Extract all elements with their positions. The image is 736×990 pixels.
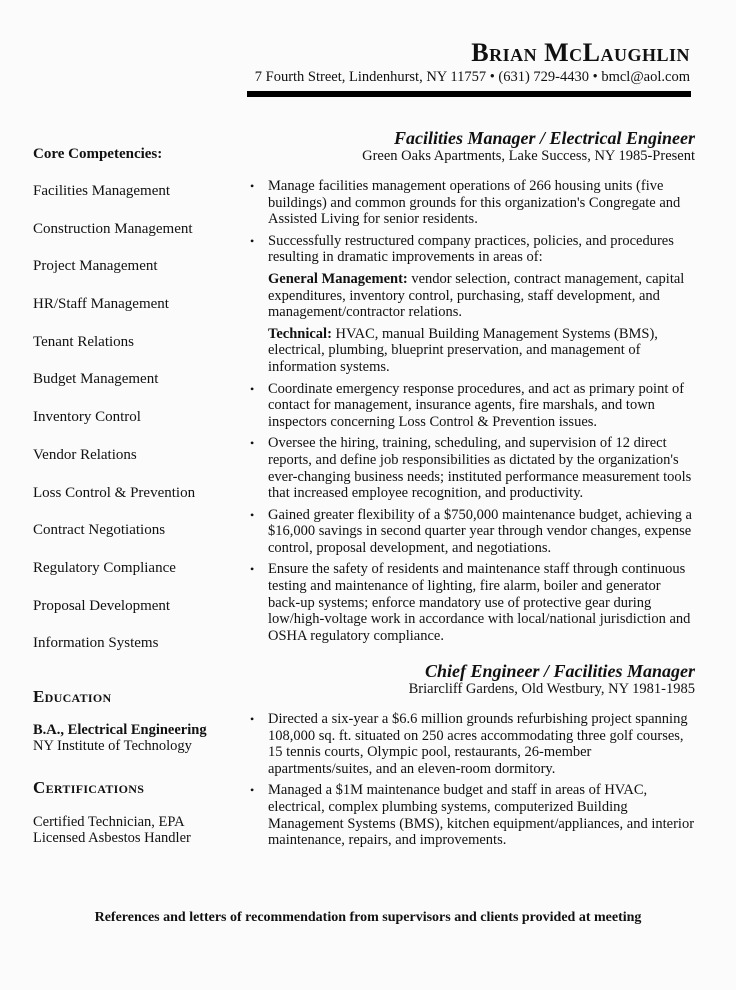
sub-label: General Management: [268,270,408,287]
experience-entry [250,661,695,854]
bullet-icon: • [250,562,255,577]
bullet-icon: • [250,507,255,522]
bullet-item [250,782,695,848]
competency-item: HR/Staff Management [33,296,169,313]
certifications-heading: Certifications [33,778,145,797]
job-title: Chief Engineer / Facilities Manager [424,661,695,681]
bullet-icon: • [250,179,255,193]
competency-item: Regulatory Compliance [33,559,176,576]
education-degree: B.A., Electrical Engineering [33,722,207,738]
competency-item: Inventory Control [33,409,141,426]
bullet-text: Coordinate emergency response procedures, and act as primary point of contact for management, insurance agents, fire marshals, and town inspectors concerning Loss Control & Prevention issues. [268,380,685,430]
bullet-item [250,233,695,376]
sub-paragraph-technical [268,326,695,376]
bullet-icon: • [250,233,255,248]
candidate-name: Brian McLaughlin [471,38,690,67]
competency-item: Information Systems [33,635,159,652]
bullet-icon: • [250,381,255,396]
competency-item: Project Management [33,258,158,275]
header-divider [247,91,691,97]
competency-item: Budget Management [33,371,159,388]
bullet-text: Managed a $1M maintenance budget and staff in areas of HVAC, electrical, complex plumbing systems, computerized Building Management Systems (BMS), kitchen equipment/appliances, and interior maintenance, repairs, and improvements. [268,782,695,849]
bullet-item [250,561,695,644]
competency-item: Tenant Relations [33,333,135,350]
competency-item: Contract Negotiations [33,522,166,539]
sub-label: Technical: [268,325,332,342]
core-competencies-section [33,145,233,672]
bullet-icon: • [250,783,255,798]
job-title: Facilities Manager / Electrical Engineer [394,128,695,148]
certification-item: Certified Technician, EPA [33,814,185,830]
competency-item: Loss Control & Prevention [33,484,196,501]
bullet-item [250,711,695,777]
job-bullets [250,178,695,644]
bullet-icon: • [250,436,255,451]
sub-text: vendor selection, contract management, capital expenditures, inventory control, purchasing, staff development, and management/contractor relations. [268,270,685,321]
bullet-item [250,381,695,431]
contact-line: 7 Fourth Street, Lindenhurst, NY 11757 • (631) 729-4430 • bmcl@aol.com [254,69,690,85]
bullet-item [250,435,695,501]
sub-paragraph-general-management [268,271,695,321]
education-section [33,687,233,846]
education-school: NY Institute of Technology [33,738,192,754]
core-competencies-list [33,182,233,652]
experience-entry [250,128,695,649]
bullet-icon: • [250,712,255,726]
competency-item: Proposal Development [33,597,171,614]
bullet-text: Directed a six-year a $6.6 million grounds refurbishing project spanning 108,000 sq. ft. situated on 250 acres accommodating three golf courses, 15 tennis courts, Olympic pool, restaurants, 26-member apartments/suites, and an eleven-room dormitory. [268,711,688,777]
bullet-text: Oversee the hiring, training, scheduling, and supervision of 12 direct reports, and define job responsibilities as dictated by the organization's ever-changing business needs; instituted performance measurement tools that increased employee recognition, and productivity. [268,435,692,502]
references-note: References and letters of recommendation from supervisors and clients provided at meeting [94,910,642,925]
certifications-list [33,814,233,846]
bullet-item [250,178,695,228]
job-bullets [250,711,695,849]
bullet-text: Ensure the safety of residents and maintenance staff through continuous testing and maintenance of lighting, fire alarm, boiler and generator back-up systems; enforce mandatory use of protective gear during low/high-voltage work in accordance with local/national jurisdiction and OSHA regulatory compliance. [268,561,691,644]
bullet-text: Manage facilities management operations of 266 housing units (five buildings) and common grounds for this organization's Congregate and Assisted Living for senior residents. [268,178,681,228]
bullet-item [250,507,695,557]
bullet-text: Successfully restructured company practices, policies, and procedures resulting in dramatic improvements in areas of: [268,232,674,266]
core-competencies-heading: Core Competencies: [33,146,163,162]
resume-header [255,38,690,86]
sub-text: HVAC, manual Building Management Systems (BMS), electrical, plumbing, blueprint preservation, and management of information systems. [268,325,658,375]
bullet-text: Gained greater flexibility of a $750,000 maintenance budget, achieving a $16,000 savings in second quarter year through vendor changes, expense control, proposal development, and negotiations. [268,506,692,556]
competency-item: Construction Management [33,220,193,237]
certification-item: Licensed Asbestos Handler [33,830,191,846]
competency-item: Facilities Management [33,183,171,199]
competency-item: Vendor Relations [33,446,137,463]
job-employer-dates: Green Oaks Apartments, Lake Success, NY 1985-Present [362,148,695,164]
education-heading: Education [33,687,112,706]
job-employer-dates: Briarcliff Gardens, Old Westbury, NY 1981-1985 [408,681,695,697]
